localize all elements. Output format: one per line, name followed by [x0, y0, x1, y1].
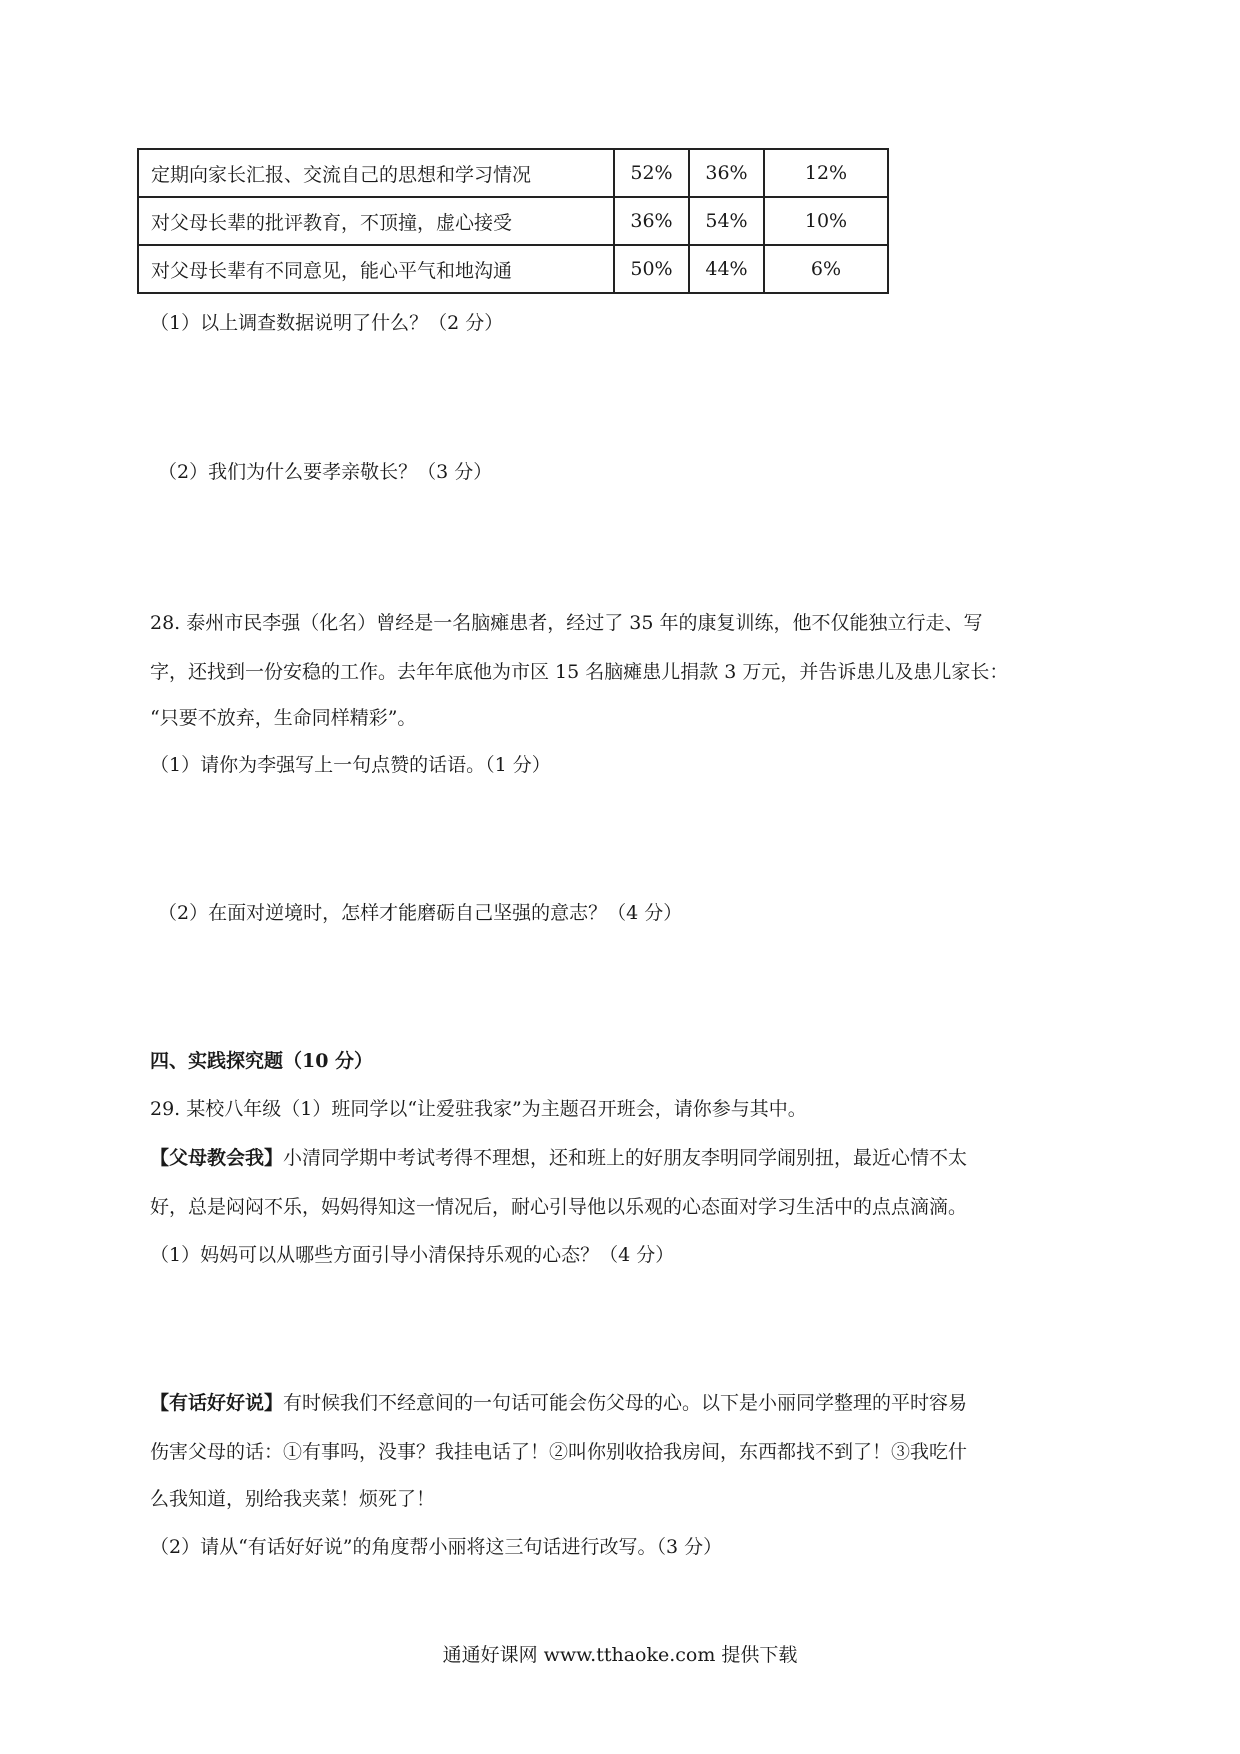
q29-sub1: （1）妈妈可以从哪些方面引导小清保持乐观的心态？（4 分）	[150, 1244, 675, 1266]
table-cell-value: 52%	[614, 149, 689, 197]
q28-text-line3: “只要不放弃，生命同样精彩”。	[150, 707, 417, 729]
table-cell-value: 36%	[689, 149, 764, 197]
q28-sub1: （1）请你为李强写上一句点赞的话语。（1 分）	[150, 754, 551, 776]
q27-sub1: （1）以上调查数据说明了什么？（2 分）	[150, 312, 504, 334]
q29-part1-text: 小清同学期中考试考得不理想，还和班上的好朋友李明同学闹别扭，最近心情不太	[283, 1147, 968, 1169]
table-cell-item: 对父母长辈的批评教育，不顶撞，虚心接受	[138, 197, 614, 245]
table-row	[138, 149, 888, 197]
q29-part1-label: 【父母教会我】	[150, 1147, 284, 1169]
table-cell-item: 定期向家长汇报、交流自己的思想和学习情况	[138, 149, 614, 197]
table-cell-value: 54%	[689, 197, 764, 245]
table-cell-value: 12%	[764, 149, 888, 197]
q29-part2-line1	[150, 1394, 967, 1413]
q29-part2-text: 有时候我们不经意间的一句话可能会伤父母的心。以下是小丽同学整理的平时容易	[283, 1392, 968, 1414]
q29-intro: 29. 某校八年级（1）班同学以“让爱驻我家”为主题召开班会，请你参与其中。	[150, 1098, 807, 1120]
table-row	[138, 197, 888, 245]
section-heading: 四、实践探究题（10 分）	[150, 1050, 374, 1072]
q29-part1-line2: 好，总是闷闷不乐，妈妈得知这一情况后，耐心引导他以乐观的心态面对学习生活中的点点滴滴。	[150, 1196, 968, 1218]
table-row	[138, 245, 888, 293]
q27-sub2: （2）我们为什么要孝亲敬长？（3 分）	[158, 461, 493, 483]
footer-credit: 通通好课网 www.tthaoke.com 提供下载	[442, 1644, 798, 1666]
q28-text-line2: 字，还找到一份安稳的工作。去年年底他为市区 15 名脑瘫患儿捐款 3 万元，并告诉患儿及患儿家长：	[150, 661, 1009, 683]
table-cell-item: 对父母长辈有不同意见，能心平气和地沟通	[138, 245, 614, 293]
table-cell-value: 50%	[614, 245, 689, 293]
q29-part2-line3: 么我知道，别给我夹菜！烦死了！	[150, 1488, 436, 1510]
q29-part2-label: 【有话好好说】	[150, 1392, 284, 1414]
q29-part2-line2: 伤害父母的话：①有事吗，没事？我挂电话了！②叫你别收拾我房间，东西都找不到了！③我吃什	[150, 1441, 968, 1463]
table-cell-value: 44%	[689, 245, 764, 293]
q29-sub2: （2）请从“有话好好说”的角度帮小丽将这三句话进行改写。（3 分）	[150, 1536, 723, 1558]
q28-sub2: （2）在面对逆境时，怎样才能磨砺自己坚强的意志？（4 分）	[158, 902, 683, 924]
q29-part1-line1	[150, 1149, 967, 1168]
q28-text-line1: 28. 泰州市民李强（化名）曾经是一名脑瘫患者，经过了 35 年的康复训练，他不仅能独立行走、写	[150, 612, 983, 634]
survey-table	[137, 148, 889, 294]
table-cell-value: 6%	[764, 245, 888, 293]
table-cell-value: 10%	[764, 197, 888, 245]
table-cell-value: 36%	[614, 197, 689, 245]
